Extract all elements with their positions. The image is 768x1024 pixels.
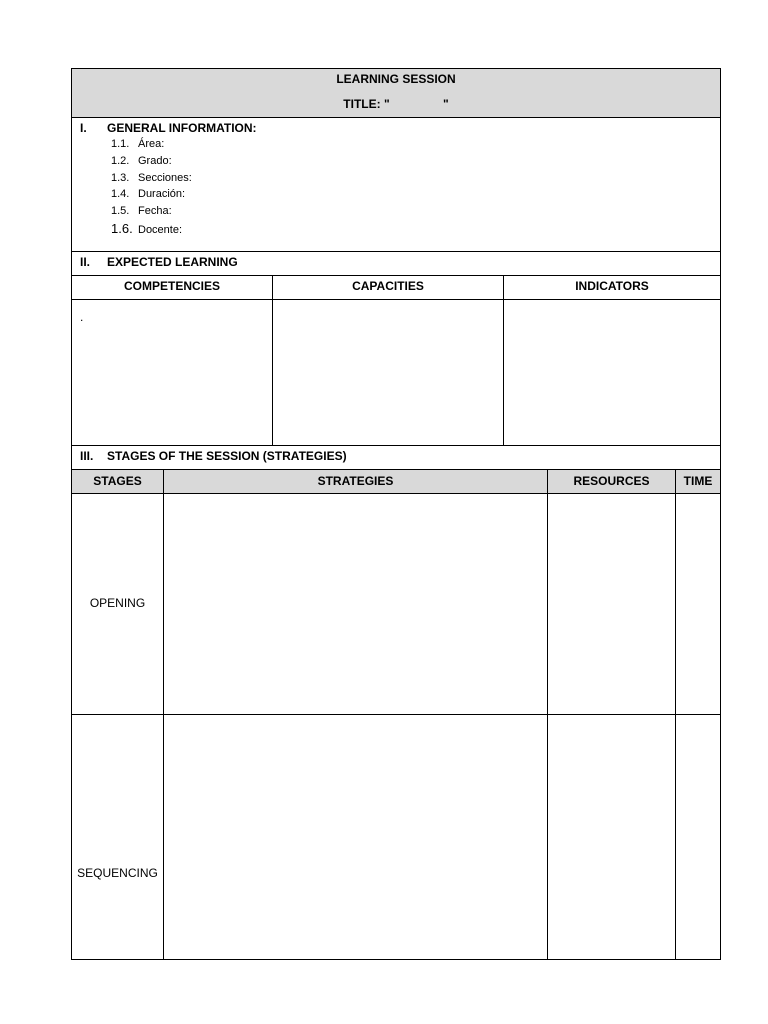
item-number: 1.1. (111, 138, 130, 150)
divider (547, 469, 548, 960)
session-title: LEARNING SESSION (336, 72, 456, 86)
section-heading: GENERAL INFORMATION: (107, 121, 257, 135)
stage-opening: OPENING (89, 596, 146, 610)
divider (71, 714, 721, 715)
section-numeral: I. (80, 121, 87, 135)
section-numeral: III. (80, 449, 94, 463)
item-label: Secciones: (138, 172, 192, 184)
item-number: 1.4. (111, 188, 130, 200)
divider (71, 493, 721, 494)
divider (71, 275, 721, 276)
divider (675, 469, 676, 960)
list-item (111, 187, 185, 201)
column-header-resources: RESOURCES (573, 474, 650, 488)
column-header-stages: STAGES (93, 474, 142, 488)
stage-sequencing: SEQUENCING (77, 866, 158, 880)
divider (503, 275, 504, 445)
divider (71, 299, 721, 300)
column-header-time: TIME (683, 474, 713, 488)
item-number: 1.3. (111, 172, 130, 184)
section-heading: EXPECTED LEARNING (107, 255, 238, 269)
divider (71, 445, 721, 446)
item-number: 1.5. (111, 205, 130, 217)
item-label: Grado: (138, 155, 172, 167)
section-heading: STAGES OF THE SESSION (STRATEGIES) (107, 449, 347, 463)
item-number: 1.6. (111, 221, 133, 236)
item-number: 1.2. (111, 155, 130, 167)
item-label: Docente: (138, 224, 183, 236)
list-item (111, 154, 172, 168)
section-numeral: II. (80, 255, 91, 269)
column-header-competencies: COMPETENCIES (123, 279, 220, 293)
divider (71, 251, 721, 252)
divider (163, 469, 164, 960)
list-item (111, 171, 192, 185)
list-item (111, 222, 182, 237)
divider (71, 469, 721, 470)
item-label: Área: (138, 138, 165, 150)
item-label: Duración: (138, 188, 186, 200)
competencies-cell-text: . (80, 310, 84, 324)
column-header-indicators: INDICATORS (575, 279, 649, 293)
item-label: Fecha: (138, 205, 172, 217)
column-header-strategies: STRATEGIES (317, 474, 394, 488)
session-subtitle: TITLE: " " (343, 97, 449, 111)
column-header-capacities: CAPACITIES (352, 279, 424, 293)
list-item (111, 137, 164, 151)
list-item (111, 204, 172, 218)
divider (71, 117, 721, 118)
divider (272, 275, 273, 445)
session-table (71, 68, 721, 960)
